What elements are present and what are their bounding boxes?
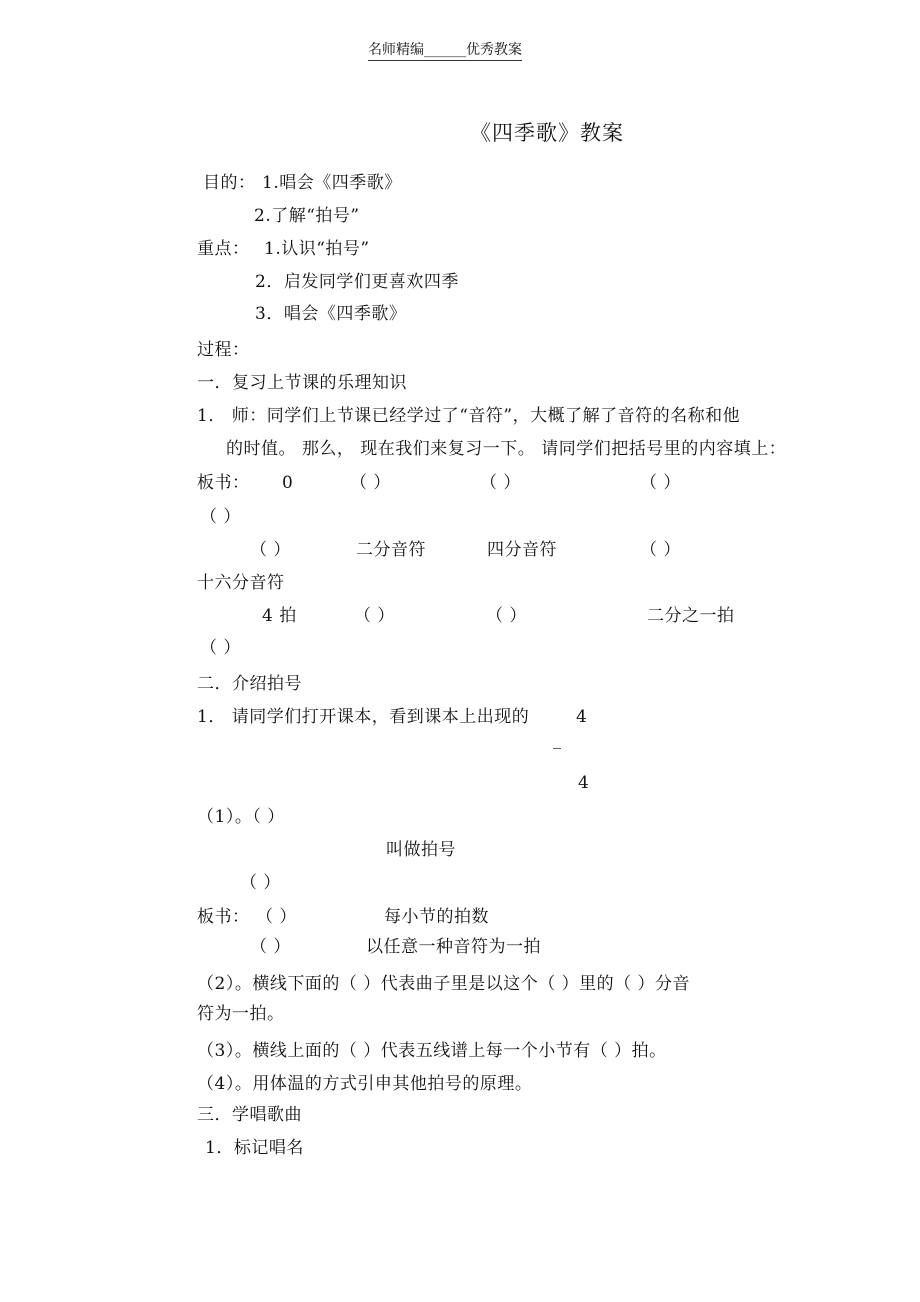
board-2-row-1-text: 每小节的拍数 bbox=[384, 907, 489, 927]
goal-label: 目的： bbox=[203, 173, 256, 193]
page-header: 名师精编______优秀教案 bbox=[368, 41, 522, 61]
board-row-1-cell-3: （ ） bbox=[480, 473, 521, 493]
section-2-paragraph-1: 1． 请同学们打开课本，看到课本上出现的 bbox=[197, 707, 530, 727]
board-row-3-cell-4: 二分之一拍 bbox=[647, 606, 735, 626]
focus-label: 重点： bbox=[197, 239, 250, 259]
board-row-1-cell-4: （ ） bbox=[640, 473, 681, 493]
board-row-2-wrap: 十六分音符 bbox=[197, 573, 285, 593]
called-time-signature: 叫做拍号 bbox=[386, 840, 456, 860]
board-row-2-cell-3: 四分音符 bbox=[487, 540, 557, 560]
time-signature-denominator: 4 bbox=[578, 773, 590, 793]
board-row-3-cell-2: （ ） bbox=[354, 606, 395, 626]
time-signature-numerator: 4 bbox=[576, 707, 588, 727]
section-3-item-1: 1．标记唱名 bbox=[205, 1138, 304, 1158]
board-row-3-cell-1: 4 拍 bbox=[262, 606, 297, 626]
focus-item-2: 2．启发同学们更喜欢四季 bbox=[255, 272, 459, 292]
process-label: 过程： bbox=[197, 340, 250, 360]
board-row-2-cell-2: 二分音符 bbox=[356, 540, 426, 560]
question-2-line-1: （2）。横线下面的（ ）代表曲子里是以这个（ ）里的（ ）分音 bbox=[197, 974, 691, 994]
board-2-row-1-paren: （ ） bbox=[256, 907, 297, 927]
focus-item-3: 3．唱会《四季歌》 bbox=[255, 304, 407, 324]
question-3: （3）。横线上面的（ ）代表五线谱上每一个小节有（ ）拍。 bbox=[197, 1041, 667, 1061]
page-title: 《四季歌》教案 bbox=[470, 121, 624, 145]
question-2-line-2: 符为一拍。 bbox=[197, 1004, 285, 1024]
board-2-row-2-paren: （ ） bbox=[250, 937, 291, 957]
section-1-heading: 一．复习上节课的乐理知识 bbox=[197, 373, 407, 393]
board-label-1: 板书： bbox=[197, 473, 250, 493]
time-signature-divider bbox=[553, 748, 561, 749]
goal-item-2: 2.了解“拍号” bbox=[254, 206, 360, 226]
blank-paren: （ ） bbox=[240, 873, 281, 893]
board-row-2-cell-4: （ ） bbox=[640, 540, 681, 560]
section-1-paragraph-line-2: 的时值。 那么， 现在我们来复习一下。 请同学们把括号里的内容填上： bbox=[226, 439, 787, 459]
question-1: （1）。（ ） bbox=[197, 807, 285, 827]
board-row-1-wrap: （ ） bbox=[200, 507, 241, 527]
board-2-row-2-text: 以任意一种音符为一拍 bbox=[366, 937, 541, 957]
focus-item-1: 1.认识“拍号” bbox=[264, 239, 370, 259]
section-3-heading: 三．学唱歌曲 bbox=[197, 1105, 302, 1125]
board-row-1-cell-2: （ ） bbox=[350, 473, 391, 493]
section-2-heading: 二．介绍拍号 bbox=[197, 674, 302, 694]
board-row-3-wrap: （ ） bbox=[200, 638, 241, 658]
board-label-2: 板书： bbox=[197, 907, 250, 927]
section-1-paragraph-line-1: 1． 师：同学们上节课已经学过了“音符”，大概了解了音符的名称和他 bbox=[197, 406, 741, 426]
board-row-3-cell-3: （ ） bbox=[486, 606, 527, 626]
board-row-2-cell-1: （ ） bbox=[250, 540, 291, 560]
question-4: （4）。用体温的方式引申其他拍号的原理。 bbox=[197, 1074, 533, 1094]
goal-item-1: 1.唱会《四季歌》 bbox=[262, 173, 402, 193]
board-row-1-cell-1: 0 bbox=[282, 473, 294, 493]
